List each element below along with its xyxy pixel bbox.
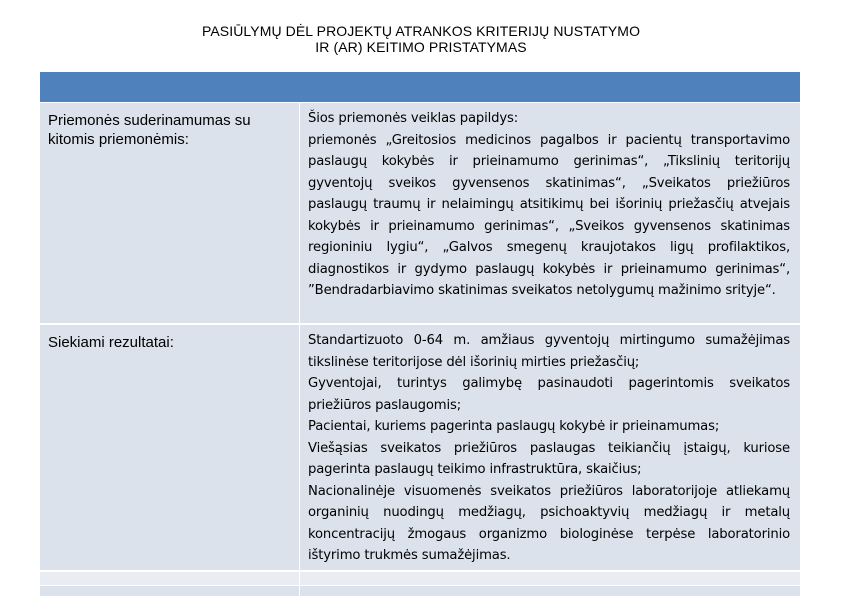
empty-value-cell xyxy=(300,586,800,596)
page-title xyxy=(0,23,842,55)
compatibility-paragraph: Šios priemonės veiklas papildys: xyxy=(308,111,519,126)
results-paragraph: Viešąsias sveikatos priežiūros paslaugas teikiančių įstaigų, kuriose pagerinta paslaugų teikimo infrastruktūra, skaičius; xyxy=(308,440,790,477)
results-paragraph: Pacientai, kuriems pagerinta paslaugų kokybė ir prieinamumas; xyxy=(308,419,720,434)
table-row-empty xyxy=(40,586,800,596)
empty-label-cell xyxy=(40,586,299,596)
table-row-compatibility xyxy=(40,103,800,323)
criteria-table xyxy=(40,72,800,596)
row-label-results: Siekiami rezultatai: xyxy=(40,325,299,570)
empty-label-cell xyxy=(40,572,299,585)
results-paragraph: Nacionalinėje visuomenės sveikatos priežiūros laboratorijoje atliekamų organinių nuodingų medžiagų, psichoaktyvių medžiagų ir metalų koncentracijų žmogaus organizmo biologinėse terpėse laboratorinio ištyrimo trukmės sumažėjimas. xyxy=(308,483,790,563)
results-paragraph: Standartizuoto 0-64 m. amžiaus gyventojų mirtingumo sumažėjimas tikslinėse teritorijose dėl išorinių mirties priežasčių; xyxy=(308,333,790,370)
results-paragraph: Gyventojai, turintys galimybę pasinaudoti pagerintomis sveikatos priežiūros paslaugomis; xyxy=(308,376,790,413)
compatibility-paragraph: priemonės „Greitosios medicinos pagalbos ir pacientų transportavimo paslaugų kokybės ir prieinamumo gerinimas“, „Tikslinių teritorijų gyventojų sveikos gyvensenos skatinimas“, „Sveikatos priežiūros paslaugų traumų ir nelaimingų atsitikimų bei išorinių priežasčių atvejais kokybės ir prieinamumo gerinimas“, „Sveikos gyvensenos skatinimas regioniniu lygiu“, „Galvos smegenų kraujotakos ligų profilaktikos, diagnostikos ir gydymo paslaugų kokybės ir prieinamumo gerinimas“, ”Bendradarbiavimo skatinimas sveikatos netolygumų mažinimo srityje“. xyxy=(308,132,790,298)
row-value-results xyxy=(300,325,800,570)
table-header-bar xyxy=(40,72,800,102)
row-value-compatibility xyxy=(300,103,800,323)
table-row-empty xyxy=(40,572,800,585)
table-row-results xyxy=(40,325,800,570)
page-title-line-1: PASIŪLYMŲ DĖL PROJEKTŲ ATRANKOS KRITERIJŲ NUSTATYMO xyxy=(201,23,641,39)
empty-value-cell xyxy=(300,572,800,585)
page-title-line-2: IR (AR) KEITIMO PRISTATYMAS xyxy=(315,39,527,55)
row-label-compatibility: Priemonės suderinamumas su kitomis priemonėmis: xyxy=(40,103,299,323)
